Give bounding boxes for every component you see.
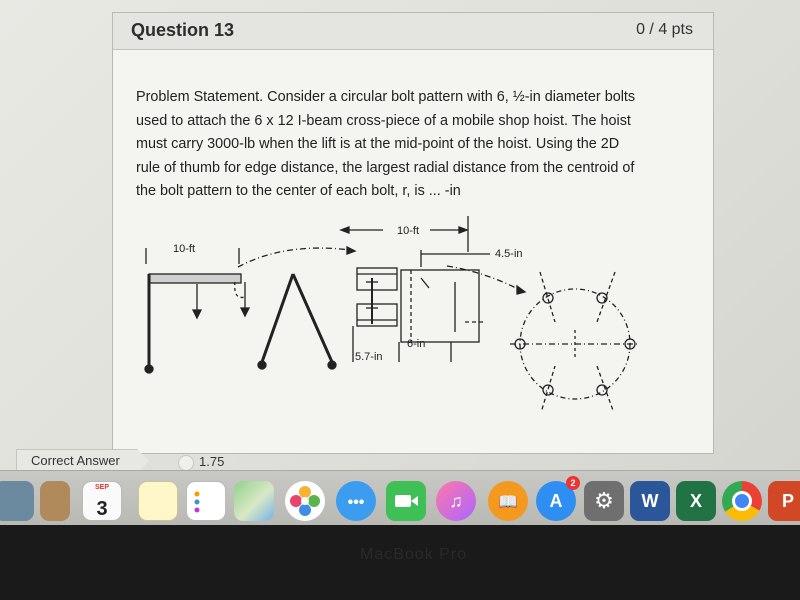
chrome-icon[interactable]	[722, 481, 762, 521]
dimension-arrowhead	[341, 227, 349, 233]
question-title: Question 13	[131, 20, 235, 40]
ppt-letter: P	[781, 491, 794, 511]
excel-icon[interactable]	[676, 481, 716, 521]
music-note-icon: ♫	[449, 491, 463, 511]
caster-wheel	[328, 361, 336, 369]
question-points: 0 / 4 pts	[636, 21, 693, 38]
correct-answer-tab: Correct Answer	[16, 449, 138, 471]
dock	[0, 470, 800, 525]
reminders-dots-icon	[187, 482, 225, 520]
bolt-hole	[597, 385, 607, 395]
powerpoint-icon[interactable]	[768, 481, 800, 521]
photos-icon[interactable]	[285, 481, 325, 521]
load-arrowhead	[241, 308, 249, 316]
video-camera-icon	[386, 481, 426, 521]
label-5-7in: 5.7-in	[355, 351, 383, 363]
problem-statement	[136, 86, 691, 204]
caster-wheel	[145, 365, 153, 373]
problem-line: the bolt pattern to the center of each bolt, r, is ... -in	[136, 183, 461, 199]
caster-wheel	[258, 361, 266, 369]
gear-icon: ⚙	[594, 488, 614, 513]
itunes-icon[interactable]	[436, 481, 476, 521]
contacts-icon[interactable]	[40, 481, 70, 521]
problem-line: must carry 3000-lb when the lift is at the mid-point of the hoist. Using the 2D	[136, 136, 620, 152]
a-frame-left-leg	[262, 274, 293, 362]
calendar-day: 3	[96, 498, 108, 520]
label-10ft-top: 10-ft	[397, 225, 420, 237]
boom-beam	[149, 274, 241, 283]
system-preferences-icon[interactable]	[584, 481, 624, 521]
problem-line: Problem Statement. Consider a circular bolt pattern with 6, ½-in diameter bolts	[136, 89, 636, 105]
ibeam-section	[357, 268, 397, 290]
chrome-center-icon	[732, 491, 752, 511]
dimension-arrowhead	[459, 227, 467, 233]
callout-arrowhead	[517, 286, 525, 294]
a-frame-right-leg	[293, 274, 332, 362]
label-10ft-left: 10-ft	[173, 243, 196, 255]
load-arrowhead	[193, 310, 201, 318]
word-icon[interactable]	[630, 481, 670, 521]
problem-line: rule of thumb for edge distance, the largest radial distance from the centroid of	[136, 159, 635, 176]
notes-icon[interactable]	[138, 481, 178, 521]
answer-value: 1.75	[199, 454, 225, 469]
facetime-icon[interactable]	[386, 481, 426, 521]
notification-badge: 2	[566, 476, 580, 490]
word-letter: W	[641, 491, 659, 511]
callout-arc	[238, 248, 350, 267]
ibooks-icon[interactable]	[488, 481, 528, 521]
mounting-plate	[401, 270, 479, 342]
bolt-hole	[543, 293, 553, 303]
messages-icon[interactable]	[336, 481, 376, 521]
radial-line	[597, 272, 615, 322]
app-store-icon[interactable]	[536, 478, 576, 521]
photos-preview-icon[interactable]	[0, 481, 34, 521]
photos-flower-icon	[285, 481, 325, 521]
radial-line	[597, 366, 615, 412]
bolt-hole	[543, 385, 553, 395]
answer-radio[interactable]	[178, 455, 194, 471]
calendar-icon[interactable]	[82, 481, 122, 521]
problem-line: used to attach the 6 x 12 I-beam cross-piece of a mobile shop hoist. The hoist	[136, 112, 631, 129]
callout-loop	[235, 282, 245, 297]
question-header	[113, 13, 713, 50]
callout-arrowhead	[347, 247, 355, 254]
app-store-a-icon: A	[549, 491, 563, 511]
label-4-5in: 4.5-in	[495, 248, 523, 260]
reminders-icon[interactable]	[186, 481, 226, 521]
book-icon: 📖	[498, 494, 518, 511]
excel-letter: X	[689, 491, 702, 511]
plate-mark	[421, 278, 429, 288]
message-bubble-icon: •••	[347, 494, 365, 511]
maps-icon[interactable]	[234, 481, 274, 521]
label-6in: 6-in	[407, 338, 426, 350]
bezel-label: MacBook Pro	[360, 546, 468, 563]
ibeam-section	[357, 304, 397, 326]
calendar-month: SEP	[94, 484, 109, 491]
hoist-diagram	[135, 212, 665, 412]
